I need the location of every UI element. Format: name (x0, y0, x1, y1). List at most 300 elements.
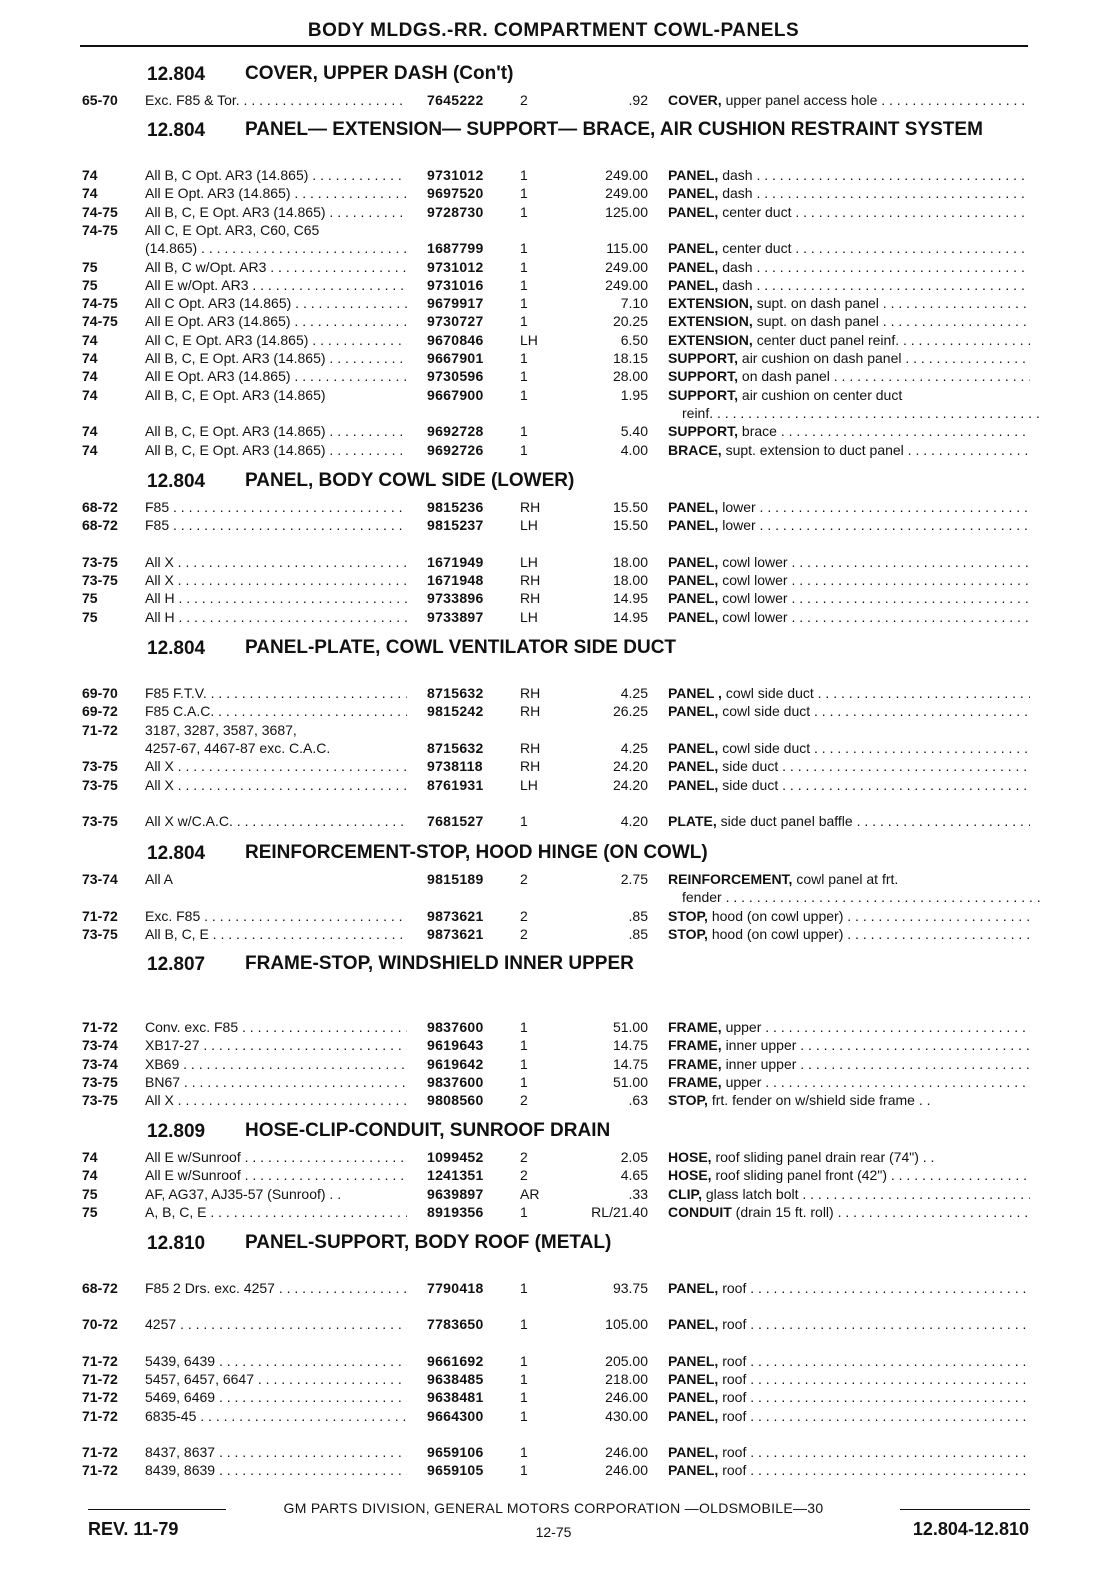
description-keyword: PANEL, (668, 240, 719, 257)
description-keyword: STOP, (668, 907, 708, 924)
price: 4.25 (620, 739, 648, 756)
description-keyword: FRAME, (668, 1055, 722, 1072)
description-detail: dash (722, 167, 753, 183)
part-row (0, 907, 1107, 925)
model-years: 74-75 (82, 295, 118, 312)
description-keyword: SUPPORT, (668, 423, 739, 440)
application: All B, C, E . . . (145, 925, 407, 943)
description-detail: cowl side duct (722, 739, 811, 756)
price: 5.40 (620, 423, 648, 440)
section-heading (147, 638, 676, 660)
part-number: 9733896 (427, 590, 484, 607)
price: .85 (628, 925, 648, 942)
part-number: 9661692 (427, 1352, 484, 1369)
price: 93.75 (612, 1280, 648, 1296)
description-keyword: PANEL, (668, 1316, 719, 1333)
price: 15.50 (612, 499, 648, 515)
description-keyword: PANEL, (668, 203, 719, 220)
description-keyword: PANEL, (668, 167, 719, 183)
quantity: 2 (520, 1092, 528, 1109)
quantity: 2 (520, 925, 528, 942)
application: XB69 . . . (145, 1055, 407, 1073)
part-row (0, 870, 1107, 888)
price: 26.25 (612, 703, 648, 720)
footer-revision: REV. 11-79 (88, 1519, 179, 1539)
part-row (0, 1279, 1107, 1297)
quantity: 1 (520, 313, 528, 330)
description-detail: cowl side duct (725, 685, 814, 701)
quantity: 1 (520, 1462, 528, 1479)
part-row (0, 812, 1107, 830)
part-row (0, 1352, 1107, 1370)
quantity: 1 (520, 1443, 528, 1460)
part-number: 9730596 (427, 368, 484, 385)
price: 20.25 (612, 313, 648, 330)
part-number: 9692728 (427, 423, 484, 440)
price: 4.25 (620, 685, 648, 701)
section-title: PANEL-PLATE, COWL VENTILATOR SIDE DUCT (245, 637, 677, 658)
application: F85 . . . (145, 498, 407, 516)
description (668, 258, 1030, 276)
description-keyword: HOSE, (668, 1167, 712, 1184)
description-keyword: STOP, (668, 1092, 708, 1109)
description (668, 608, 1030, 626)
description (668, 1185, 1030, 1203)
quantity: LH (520, 331, 538, 348)
quantity: 1 (520, 1407, 528, 1424)
description (668, 1203, 1030, 1221)
description (668, 1443, 1030, 1461)
model-years: 65-70 (82, 92, 118, 108)
model-years: 73-75 (82, 925, 118, 942)
description-keyword: COVER, (668, 92, 722, 108)
description-keyword: PANEL, (668, 258, 719, 275)
section-number: 12.810 (147, 1233, 206, 1254)
quantity: 1 (520, 1352, 528, 1369)
price: 115.00 (606, 240, 648, 257)
model-years: 68-72 (82, 1280, 118, 1296)
application: All B, C, E Opt. AR3 (14.865) . . . (145, 441, 407, 459)
description-keyword: PANEL, (668, 1280, 719, 1296)
section-title: PANEL-SUPPORT, BODY ROOF (METAL) (245, 1232, 612, 1253)
part-row (0, 925, 1107, 943)
part-row (0, 404, 1107, 422)
description-keyword: FRAME, (668, 1073, 722, 1090)
quantity: RH (520, 685, 541, 701)
description-keyword: PANEL, (668, 758, 719, 775)
model-years: 73-75 (82, 812, 118, 829)
price: .63 (628, 1092, 648, 1109)
price: 249.00 (605, 258, 648, 275)
part-number: 7790418 (427, 1280, 484, 1296)
application: All E w/Sunroof . . . (145, 1166, 407, 1184)
description (668, 1166, 1030, 1184)
description (668, 870, 1030, 888)
description-keyword: PANEL, (668, 1462, 719, 1479)
part-row (0, 1370, 1107, 1388)
price: 14.95 (612, 590, 648, 607)
application: All E Opt. AR3 (14.865) . . . (145, 184, 407, 202)
application: All B, C, E Opt. AR3 (14.865) (145, 386, 326, 403)
application: All X . . . (145, 757, 407, 775)
quantity: 1 (520, 441, 528, 458)
description-keyword: PANEL, (668, 185, 719, 202)
model-years: 69-72 (82, 703, 118, 720)
description (668, 516, 1030, 534)
quantity: 1 (520, 240, 528, 257)
part-row (0, 1166, 1107, 1184)
application: Conv. exc. F85 . . . (145, 1018, 407, 1036)
model-years: 73-75 (82, 1092, 118, 1109)
part-number: 9728730 (427, 203, 484, 220)
model-years: 74 (82, 386, 98, 403)
section-number: 12.804 (147, 471, 206, 492)
application: 3187, 3287, 3587, 3687, (145, 721, 297, 738)
quantity: 1 (520, 1019, 528, 1035)
part-number: 7645222 (427, 92, 484, 108)
description-detail: reinf. (682, 404, 714, 421)
part-row (0, 1443, 1107, 1461)
description-keyword: EXTENSION, (668, 295, 753, 312)
model-years: 73-75 (82, 571, 118, 588)
model-years: 74 (82, 1149, 98, 1165)
section-heading (147, 120, 983, 142)
description (668, 1279, 1030, 1297)
quantity: AR (520, 1185, 540, 1202)
part-row (0, 589, 1107, 607)
part-row (0, 441, 1107, 459)
price: 249.00 (605, 185, 648, 202)
part-number: 9730727 (427, 313, 484, 330)
price: 430.00 (605, 1407, 648, 1424)
part-number: 9815237 (427, 517, 484, 534)
part-number: 9731012 (427, 258, 484, 275)
application: All X w/C.A.C. . . . (145, 812, 407, 830)
description (668, 553, 1030, 571)
description (668, 907, 1030, 925)
description-keyword: PANEL, (668, 553, 719, 570)
description (668, 925, 1030, 943)
part-row (0, 221, 1107, 239)
description (668, 1091, 1030, 1109)
section-heading (147, 1233, 611, 1255)
part-row (0, 331, 1107, 349)
description-detail: center duct panel reinf. (756, 331, 900, 348)
part-number: 9733897 (427, 608, 484, 625)
description-keyword: PANEL, (668, 571, 719, 588)
quantity: 2 (520, 871, 528, 887)
application: All E Opt. AR3 (14.865) . . . (145, 367, 407, 385)
description-detail: lower (722, 499, 756, 515)
model-years: 73-75 (82, 553, 118, 570)
price: 51.00 (612, 1019, 648, 1035)
model-years: 71-72 (82, 1443, 118, 1460)
description-detail: cowl panel at frt. (796, 871, 899, 887)
model-years: 71-72 (82, 1370, 118, 1387)
part-row (0, 1018, 1107, 1036)
description (668, 776, 1030, 794)
model-years: 74 (82, 185, 98, 202)
section-title: PANEL, BODY COWL SIDE (LOWER) (245, 470, 575, 491)
model-years: 73-75 (82, 776, 118, 793)
description-keyword: PANEL, (668, 517, 719, 534)
model-years: 68-72 (82, 517, 118, 534)
part-row (0, 1315, 1107, 1333)
section-number: 12.804 (147, 64, 206, 85)
quantity: 1 (520, 1073, 528, 1090)
application: All C Opt. AR3 (14.865) . . . (145, 294, 407, 312)
application: 6835-45 . . . (145, 1407, 407, 1425)
description-detail: supt. extension to duct panel (725, 441, 904, 458)
section-number: 12.809 (147, 1121, 206, 1142)
description-detail: air cushion on dash panel (741, 350, 902, 366)
part-row (0, 184, 1107, 202)
part-row (0, 239, 1107, 257)
model-years: 69-70 (82, 685, 118, 701)
description (668, 1461, 1030, 1479)
description (682, 404, 1044, 422)
part-row (0, 1185, 1107, 1203)
description-detail: frt. fender on w/shield side frame . . (711, 1092, 931, 1109)
description-detail: cowl lower (722, 571, 788, 588)
description (668, 589, 1030, 607)
application: All B, C, E Opt. AR3 (14.865) . . . (145, 422, 407, 440)
description (668, 203, 1030, 221)
application: F85 C.A.C. . . . (145, 702, 407, 720)
model-years: 71-72 (82, 721, 118, 738)
model-years: 74-75 (82, 221, 118, 238)
price: .92 (628, 92, 648, 108)
part-number: 9837600 (427, 1019, 484, 1035)
description-detail: roof (722, 1280, 747, 1296)
description (668, 91, 1030, 109)
price: .85 (628, 907, 648, 924)
quantity: LH (520, 553, 538, 570)
part-number: 8919356 (427, 1203, 484, 1220)
application: All A (145, 871, 174, 887)
description-keyword: EXTENSION, (668, 331, 753, 348)
description (668, 757, 1030, 775)
quantity: 1 (520, 185, 528, 202)
description-keyword: PANEL, (668, 499, 719, 515)
quantity: 2 (520, 907, 528, 924)
application: All B, C Opt. AR3 (14.865) . . . (145, 166, 407, 184)
description-detail: brace (741, 423, 777, 440)
price: 18.15 (612, 350, 648, 366)
section-heading (147, 843, 708, 865)
part-number: 9659106 (427, 1443, 484, 1460)
price: 2.05 (620, 1149, 648, 1165)
model-years: 75 (82, 608, 98, 625)
part-row (0, 1407, 1107, 1425)
description-detail: (drain 15 ft. roll) (735, 1203, 834, 1220)
description-detail: supt. on dash panel (756, 295, 879, 312)
description-keyword: PLATE, (668, 812, 717, 829)
part-number: 7783650 (427, 1316, 484, 1333)
model-years: 71-72 (82, 1407, 118, 1424)
description (668, 312, 1030, 330)
quantity: RH (520, 758, 541, 775)
section-title: PANEL— EXTENSION— SUPPORT— BRACE, AIR CUSHION RESTRAINT SYSTEM (245, 119, 983, 140)
price: 1.95 (620, 386, 648, 403)
model-years: 71-72 (82, 1462, 118, 1479)
description-detail: roof (722, 1407, 747, 1424)
part-row (0, 1073, 1107, 1091)
model-years: 74 (82, 1167, 98, 1184)
description (668, 367, 1030, 385)
part-number: 8715632 (427, 739, 484, 756)
description (668, 1315, 1030, 1333)
model-years: 73-74 (82, 871, 118, 887)
description-detail: upper panel access hole (725, 92, 878, 108)
application: All C, E Opt. AR3 (14.865) . . . (145, 331, 407, 349)
part-number: 9664300 (427, 1407, 484, 1424)
footer-section-range: 12.804-12.810 (912, 1519, 1029, 1539)
part-number: 9815242 (427, 703, 484, 720)
quantity: RH (520, 739, 541, 756)
description-keyword: PANEL, (668, 739, 719, 756)
application: 8437, 8637 . . . (145, 1443, 407, 1461)
part-number: 7681527 (427, 812, 484, 829)
application: BN67 . . . (145, 1073, 407, 1091)
price: 24.20 (612, 776, 648, 793)
description (668, 239, 1030, 257)
description-detail: inner upper (725, 1055, 797, 1072)
model-years: 71-72 (82, 1389, 118, 1406)
part-number: 8715632 (427, 685, 484, 701)
description-keyword: HOSE, (668, 1149, 712, 1165)
application: 5457, 6457, 6647 . . . (145, 1370, 407, 1388)
description-detail: fender (682, 889, 722, 906)
quantity: 1 (520, 368, 528, 385)
part-row (0, 258, 1107, 276)
part-row (0, 721, 1107, 739)
application: 5469, 6469 . . . (145, 1388, 407, 1406)
description-detail: dash (722, 185, 753, 202)
application: All H . . . (145, 608, 407, 626)
section-title: HOSE-CLIP-CONDUIT, SUNROOF DRAIN (245, 1120, 611, 1141)
part-row (0, 1203, 1107, 1221)
price: 2.75 (620, 871, 648, 887)
section-title: FRAME-STOP, WINDSHIELD INNER UPPER (245, 953, 634, 974)
application: All B, C w/Opt. AR3 . . . (145, 258, 407, 276)
description-detail: air cushion on center duct (741, 386, 903, 403)
part-row (0, 386, 1107, 404)
quantity: RH (520, 703, 541, 720)
description (668, 1352, 1030, 1370)
description-detail: glass latch bolt (705, 1185, 799, 1202)
part-row (0, 553, 1107, 571)
price: 4.00 (620, 441, 648, 458)
quantity: LH (520, 776, 538, 793)
model-years: 74-75 (82, 313, 118, 330)
description-detail: center duct (722, 240, 792, 257)
part-row (0, 166, 1107, 184)
description-keyword: PANEL, (668, 608, 719, 625)
description-detail: side duct (722, 758, 779, 775)
footer-publisher: GM PARTS DIVISION, GENERAL MOTORS CORPORATION —OLDSMOBILE—30 (283, 1500, 824, 1516)
part-row (0, 422, 1107, 440)
application: All X . . . (145, 553, 407, 571)
description (668, 1055, 1030, 1073)
part-row (0, 203, 1107, 221)
footer-page-number: 12-75 (535, 1524, 572, 1540)
part-number: 1671949 (427, 553, 484, 570)
part-number: 9697520 (427, 185, 484, 202)
quantity: 1 (520, 350, 528, 366)
footer-rule-right (900, 1509, 1030, 1510)
price: 249.00 (605, 167, 648, 183)
price: 15.50 (612, 517, 648, 534)
quantity: 1 (520, 276, 528, 293)
quantity: 1 (520, 423, 528, 440)
description (668, 422, 1030, 440)
price: 6.50 (620, 331, 648, 348)
description-detail: side duct panel baffle (720, 812, 853, 829)
description (668, 184, 1030, 202)
model-years: 73-74 (82, 1055, 118, 1072)
part-row (0, 1461, 1107, 1479)
quantity: 2 (520, 1167, 528, 1184)
quantity: LH (520, 517, 538, 534)
application: All X . . . (145, 776, 407, 794)
description (668, 386, 1030, 404)
description (668, 812, 1030, 830)
quantity: 1 (520, 1037, 528, 1054)
part-row (0, 516, 1107, 534)
application: 4257-67, 4467-87 exc. C.A.C. (145, 739, 331, 756)
part-number: 9873621 (427, 907, 484, 924)
quantity: 2 (520, 1149, 528, 1165)
description-keyword: SUPPORT, (668, 350, 739, 366)
description (682, 888, 1044, 906)
description-detail: dash (722, 276, 753, 293)
part-row (0, 608, 1107, 626)
description-detail: roof (722, 1462, 747, 1479)
description-keyword: STOP, (668, 925, 708, 942)
application: All X . . . (145, 1091, 407, 1109)
part-number: 9808560 (427, 1092, 484, 1109)
part-row (0, 757, 1107, 775)
description-keyword: PANEL, (668, 776, 719, 793)
description-keyword: PANEL, (668, 1389, 719, 1406)
application: All E Opt. AR3 (14.865) . . . (145, 312, 407, 330)
part-number: 9837600 (427, 1073, 484, 1090)
model-years: 74 (82, 441, 98, 458)
part-row (0, 776, 1107, 794)
application: AF, AG37, AJ35-57 (Sunroof) . . (145, 1185, 342, 1202)
quantity: 1 (520, 1280, 528, 1296)
description-keyword: SUPPORT, (668, 386, 739, 403)
model-years: 71-72 (82, 1019, 118, 1035)
quantity: 1 (520, 1389, 528, 1406)
model-years: 75 (82, 276, 98, 293)
quantity: 1 (520, 1203, 528, 1220)
section-number: 12.804 (147, 120, 206, 141)
quantity: 1 (520, 1316, 528, 1333)
model-years: 75 (82, 590, 98, 607)
application: Exc. F85 & Tor. . . . (145, 91, 407, 109)
part-number: 9738118 (427, 758, 483, 775)
part-number: 9659105 (427, 1462, 484, 1479)
price: 18.00 (612, 553, 648, 570)
description-keyword: REINFORCEMENT, (668, 871, 793, 887)
price: 246.00 (605, 1443, 648, 1460)
description-detail: hood (on cowl upper) (711, 925, 844, 942)
description-detail: supt. on dash panel (756, 313, 879, 330)
quantity: RH (520, 499, 541, 515)
description (668, 1370, 1030, 1388)
